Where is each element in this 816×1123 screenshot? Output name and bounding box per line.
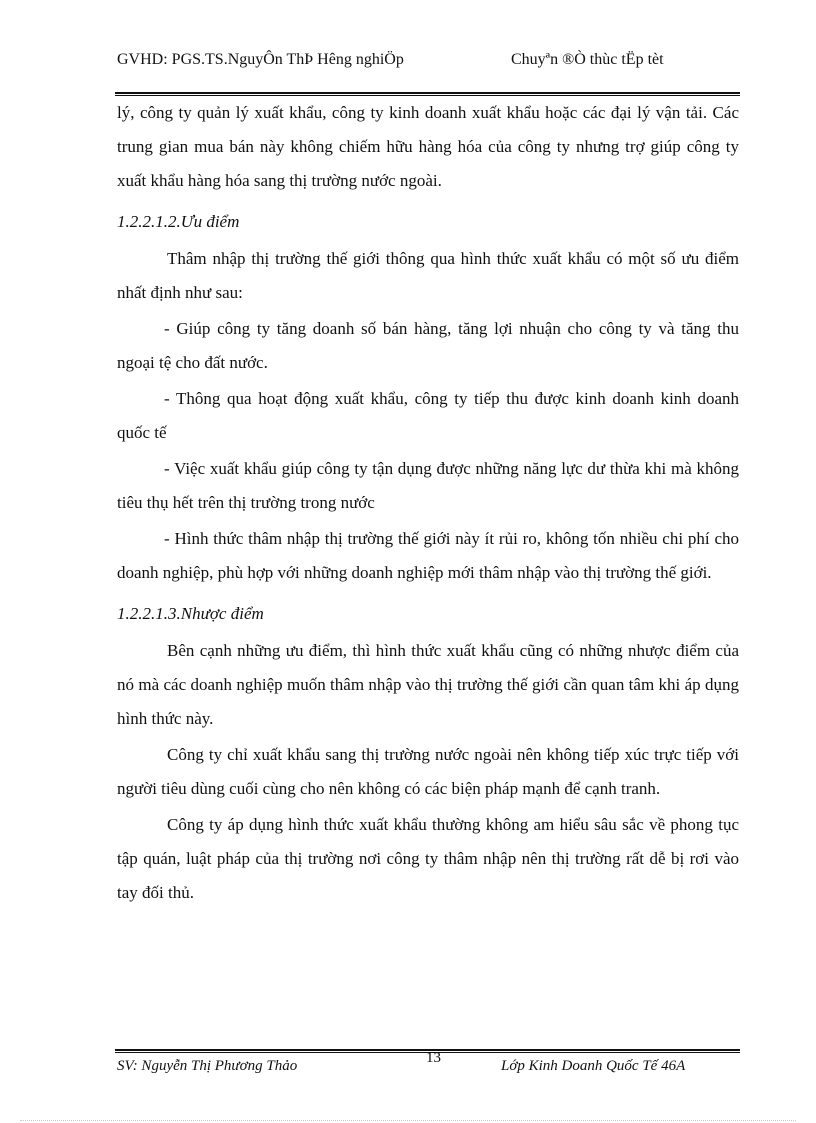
advantage-item: - Hình thức thâm nhập thị trường thế giới này ít rủi ro, không tốn nhiều chi phí cho doanh nghiệp, phù hợp với những doanh nghiệp mới thâm nhập vào thị trường thế giới. — [117, 529, 739, 582]
disadvantage-paragraph: Công ty áp dụng hình thức xuất khẩu thường không am hiểu sâu sắc về phong tục tập quán, luật pháp của thị trường nơi công ty thâm nhập nên thị trường rất dễ bị rơi vào tay đối thủ. — [117, 815, 739, 902]
disadvantage-paragraph: Bên cạnh những ưu điểm, thì hình thức xuất khẩu cũng có những nhược điểm của nó mà các doanh nghiệp muốn thâm nhập vào thị trường thế giới cần quan tâm khi áp dụng hình thức này. — [117, 641, 739, 728]
footer-student: SV: Nguyễn Thị Phương Thảo — [117, 1058, 298, 1074]
footer-class: Lớp Kinh Doanh Quốc Tế 46A — [501, 1058, 686, 1074]
intro-paragraph: lý, công ty quản lý xuất khẩu, công ty kinh doanh xuất khẩu hoặc các đại lý vận tải. Các trung gian mua bán này không chiếm hữu hàng hóa của công ty nhưng trợ giúp công ty xuất khẩu hàng hóa sang thị trường nước ngoài. — [117, 103, 739, 190]
header-rule — [115, 92, 740, 94]
page-number: 13 — [426, 1050, 441, 1066]
advantage-item: - Giúp công ty tăng doanh số bán hàng, tăng lợi nhuận cho công ty và tăng thu ngoại tệ cho đất nước. — [117, 319, 739, 372]
advantage-item: - Việc xuất khẩu giúp công ty tận dụng được những năng lực dư thừa khi mà không tiêu thụ hết trên thị trường trong nước — [117, 459, 739, 512]
page-edge-divider — [20, 1120, 796, 1121]
advantages-intro: Thâm nhập thị trường thế giới thông qua hình thức xuất khẩu có một số ưu điểm nhất định như sau: — [117, 249, 739, 302]
advantage-item: - Thông qua hoạt động xuất khẩu, công ty tiếp thu được kinh doanh kinh doanh quốc tế — [117, 389, 739, 442]
section-heading-disadvantages: 1.2.2.1.3.Nhược điểm — [117, 604, 264, 623]
header-supervisor: GVHD: PGS.TS.NguyÔn ThÞ Hêng nghiÖp — [117, 51, 404, 68]
section-heading-advantages: 1.2.2.1.2.Ưu điểm — [117, 212, 240, 231]
disadvantage-paragraph: Công ty chỉ xuất khẩu sang thị trường nước ngoài nên không tiếp xúc trực tiếp với người tiêu dùng cuối cùng cho nên không có các biện pháp mạnh để cạnh tranh. — [117, 745, 739, 798]
body-text — [117, 96, 739, 912]
header-report-title: Chuyªn ®Ò thùc tËp tèt — [511, 51, 664, 68]
